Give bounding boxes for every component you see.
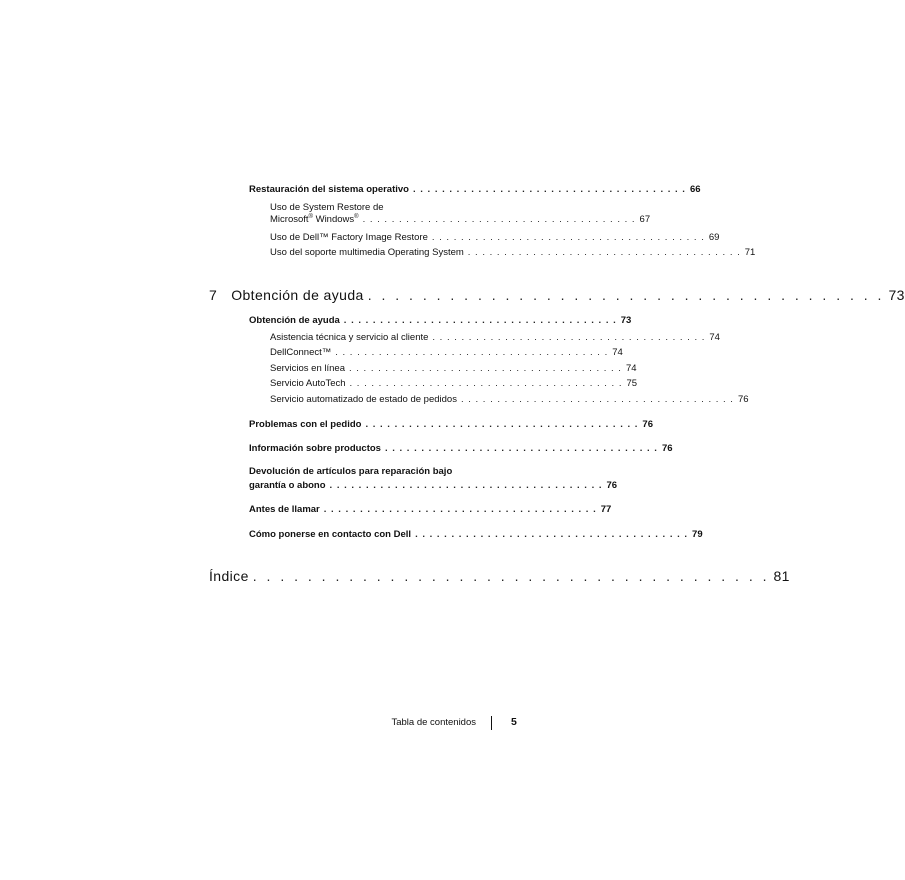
footer-section-label: Tabla de contenidos xyxy=(391,717,476,728)
dot-leader: . . . . . . . . . . . . . . . . . . . . . . . . . . . . . . . . . . . . . . xyxy=(431,232,705,243)
toc-entry-page: 66 xyxy=(689,184,701,195)
toc-entry-autotech[interactable] xyxy=(270,378,638,389)
toc-entry-page: 74 xyxy=(612,347,623,358)
toc-entry-title: Restauración del sistema operativo xyxy=(249,184,409,195)
toc-entry-title: Microsoft® Windows® xyxy=(270,214,359,226)
chapter-title: Obtención de ayuda xyxy=(231,287,364,303)
toc-entry-contacto-dell[interactable] xyxy=(249,529,703,540)
toc-entry-page: 75 xyxy=(626,378,638,389)
toc-entry-title: Antes de llamar xyxy=(249,504,320,515)
toc-entry-obtencion-ayuda[interactable] xyxy=(249,315,632,326)
toc-entry-problemas-pedido[interactable] xyxy=(249,419,653,430)
dot-leader: . . . . . . . . . . . . . . . . . . . . . . . . . . . . . . . . . . . . . . xyxy=(348,363,622,374)
toc-entry-restauracion[interactable] xyxy=(249,184,701,195)
toc-entry-title: Uso del soporte multimedia Operating System xyxy=(270,247,464,258)
toc-entry-page: 76 xyxy=(642,419,653,430)
toc-entry-antes-llamar[interactable] xyxy=(249,504,612,515)
toc-entry-informacion-productos[interactable] xyxy=(249,443,673,454)
toc-entry-title: Uso de Dell™ Factory Image Restore xyxy=(270,232,428,243)
dot-leader: . . . . . . . . . . . . . . . . . . . . . . . . . . . . . . . . . . . . . . xyxy=(252,568,770,584)
dot-leader: . . . . . . . . . . . . . . . . . . . . . . . . . . . . . . . . . . . . . . xyxy=(329,480,603,491)
toc-entry-servicios-linea[interactable] xyxy=(270,363,637,374)
toc-entry-title: Problemas con el pedido xyxy=(249,419,362,430)
toc-entry-title: Cómo ponerse en contacto con Dell xyxy=(249,529,412,540)
toc-entry-page: 79 xyxy=(692,529,703,540)
dot-leader: . . . . . . . . . . . . . . . . . . . . . . . . . . . . . . . . . . . . . . xyxy=(343,315,617,326)
dot-leader: . . . . . . . . . . . . . . . . . . . . . . . . . . . . . . . . . . . . . . xyxy=(432,332,706,343)
dot-leader: . . . . . . . . . . . . . . . . . . . . . . . . . . . . . . . . . . . . . . xyxy=(365,419,639,430)
toc-entry-page: 69 xyxy=(708,232,720,243)
toc-entry-estado-pedidos[interactable] xyxy=(270,394,749,405)
toc-entry-title: Asistencia técnica y servicio al cliente xyxy=(270,332,429,343)
dot-leader: . . . . . . . . . . . . . . . . . . . . . . . . . . . . . . . . . . . . . . xyxy=(384,443,658,454)
toc-entry-page: 67 xyxy=(639,214,651,226)
toc-entry-dellconnect[interactable] xyxy=(270,347,623,358)
toc-entry-title: garantía o abono xyxy=(249,480,326,491)
dot-leader: . . . . . . . . . . . . . . . . . . . . . . . . . . . . . . . . . . . . . . xyxy=(323,504,597,515)
dot-leader: . . . . . . . . . . . . . . . . . . . . . . . . . . . . . . . . . . . . . . xyxy=(460,394,734,405)
toc-entry-page: 74 xyxy=(625,363,637,374)
toc-entry-page: 76 xyxy=(661,443,673,454)
toc-chapter-indice[interactable] xyxy=(209,568,790,584)
toc-entry-page: 71 xyxy=(744,247,756,258)
toc-entry-system-restore[interactable] xyxy=(270,214,651,226)
chapter-title: Índice xyxy=(209,568,249,584)
toc-entry-soporte-multimedia[interactable] xyxy=(270,247,756,258)
toc-entry-page: 74 xyxy=(709,332,720,343)
toc-entry-devolucion[interactable] xyxy=(249,480,618,491)
toc-entry-factory-image[interactable] xyxy=(270,232,720,243)
toc-entry-title: Servicio AutoTech xyxy=(270,378,346,389)
dot-leader: . . . . . . . . . . . . . . . . . . . . . . . . . . . . . . . . . . . . . . xyxy=(412,184,686,195)
toc-entry-page: 73 xyxy=(888,287,905,303)
toc-entry-asistencia[interactable] xyxy=(270,332,720,343)
toc-entry-page: 81 xyxy=(773,568,790,584)
dot-leader: . . . . . . . . . . . . . . . . . . . . . . . . . . . . . . . . . . . . . . xyxy=(335,347,609,358)
dot-leader: . . . . . . . . . . . . . . . . . . . . . . . . . . . . . . . . . . . . . . xyxy=(415,529,689,540)
toc-entry-title: Obtención de ayuda xyxy=(249,315,340,326)
footer-page-number: 5 xyxy=(511,716,517,728)
toc-entry-page: 76 xyxy=(606,480,618,491)
dot-leader: . . . . . . . . . . . . . . . . . . . . . . . . . . . . . . . . . . . . . . xyxy=(467,247,741,258)
footer-divider xyxy=(491,716,492,730)
toc-entry-devolucion-line1: Devolución de artículos para reparación bajo xyxy=(249,466,453,477)
dot-leader: . . . . . . . . . . . . . . . . . . . . . . . . . . . . . . . . . . . . . . xyxy=(362,214,636,226)
dot-leader: . . . . . . . . . . . . . . . . . . . . . . . . . . . . . . . . . . . . . . xyxy=(349,378,623,389)
toc-entry-title: DellConnect™ xyxy=(270,347,332,358)
toc-chapter-7[interactable] xyxy=(209,287,905,303)
dot-leader: . . . . . . . . . . . . . . . . . . . . . . . . . . . . . . . . . . . . . . xyxy=(367,287,885,303)
toc-entry-title: Servicios en línea xyxy=(270,363,345,374)
toc-entry-restore-line1: Uso de System Restore de xyxy=(270,202,384,213)
chapter-number: 7 xyxy=(209,287,218,303)
toc-entry-page: 76 xyxy=(737,394,749,405)
toc-entry-title: Información sobre productos xyxy=(249,443,381,454)
toc-entry-page: 73 xyxy=(620,315,632,326)
toc-entry-title: Servicio automatizado de estado de pedidos xyxy=(270,394,457,405)
toc-entry-page: 77 xyxy=(600,504,612,515)
